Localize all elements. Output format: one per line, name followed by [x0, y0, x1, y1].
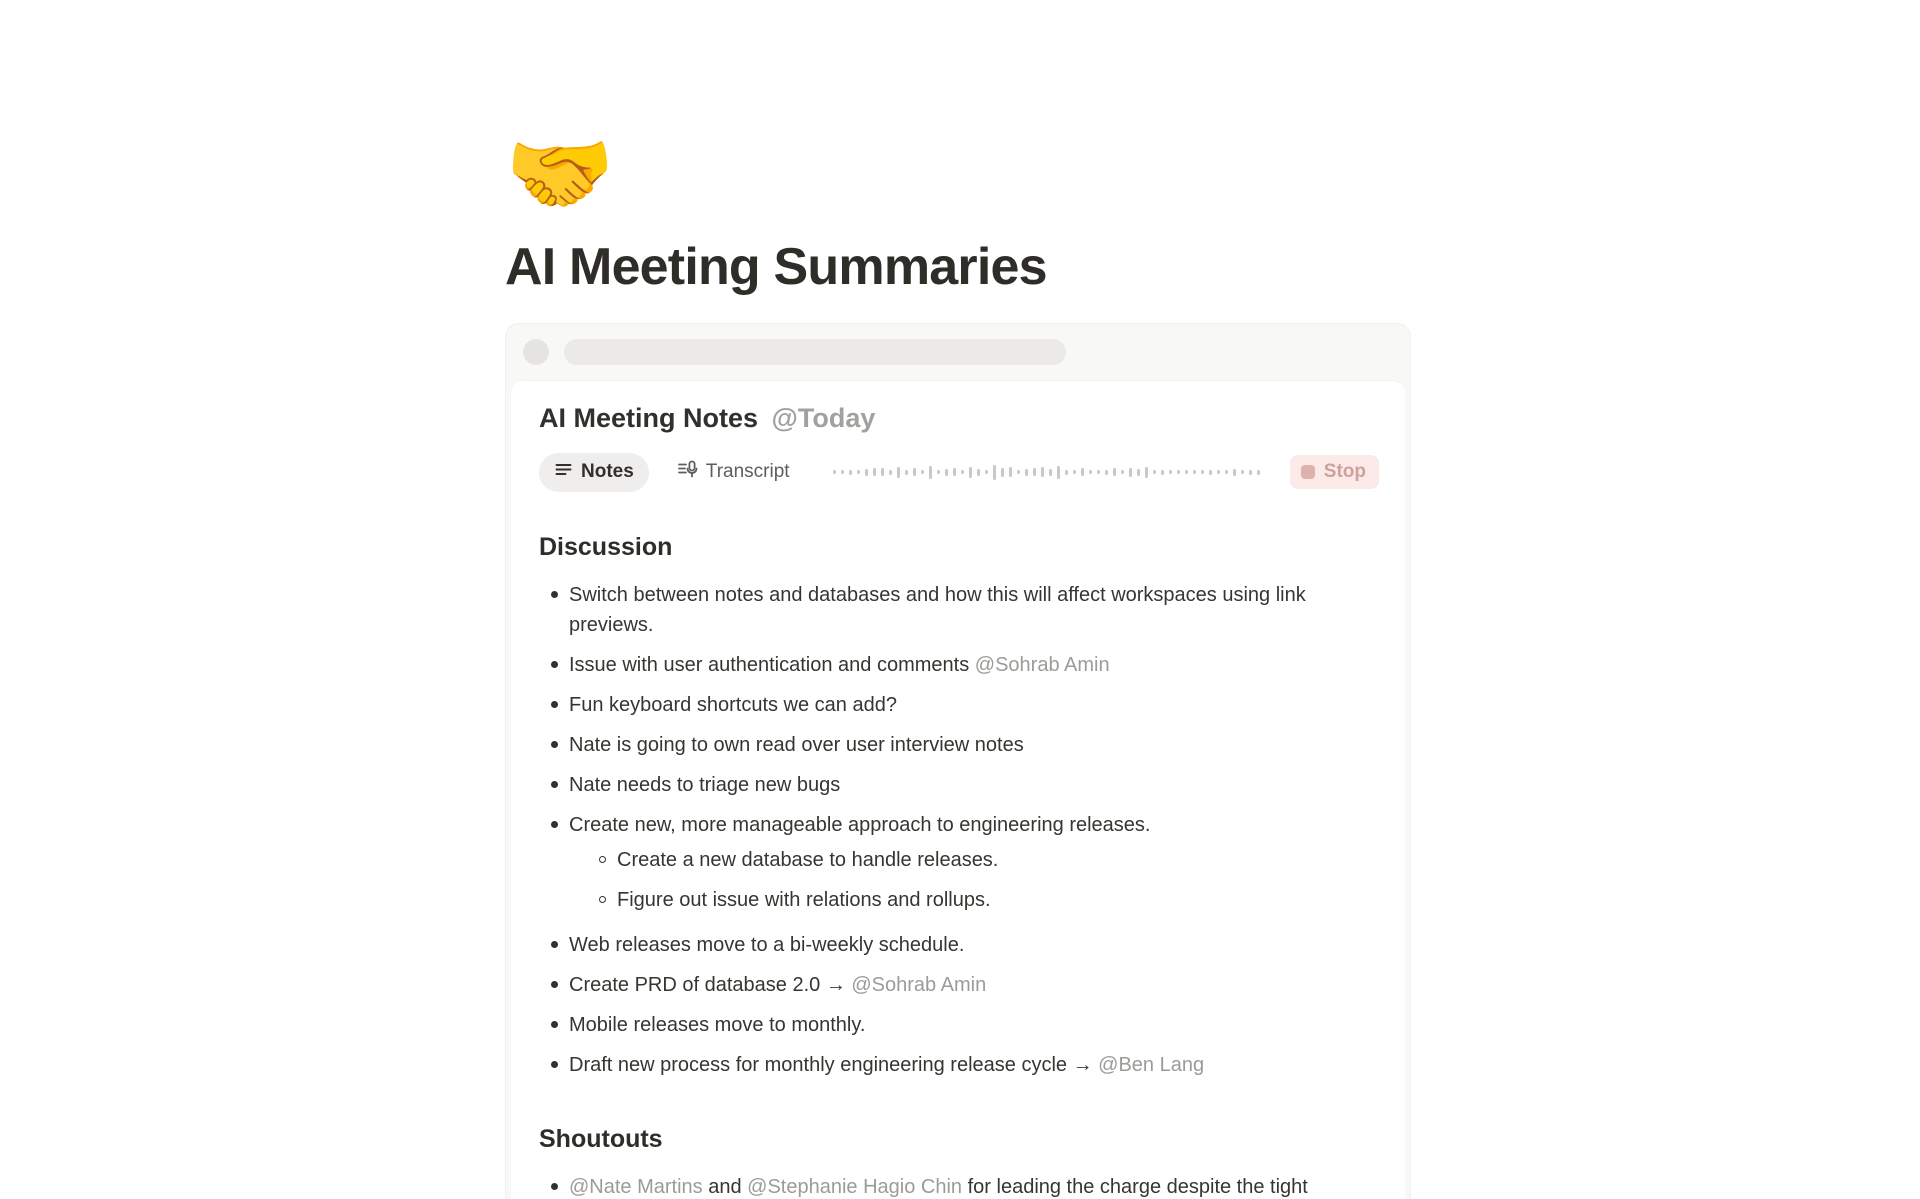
waveform-bar	[1137, 469, 1140, 476]
waveform-bar	[961, 470, 964, 474]
waveform-bar	[953, 468, 956, 476]
list-item-segment: for leading the charge despite the tight	[962, 1175, 1308, 1198]
waveform-bar	[1073, 470, 1076, 474]
list-item-segment: Mobile releases move to monthly.	[569, 1013, 866, 1036]
list-item-segment: Figure out issue with relations and rollups.	[617, 888, 991, 911]
tab-notes[interactable]	[539, 453, 649, 492]
waveform-bar	[1257, 470, 1260, 475]
list-item[interactable]	[539, 685, 1379, 725]
doc-title-row	[539, 403, 1379, 434]
list-item-segment: Web releases move to a bi-weekly schedule.	[569, 933, 965, 956]
list-item[interactable]	[587, 880, 1379, 920]
meeting-notes-card	[505, 323, 1411, 1199]
waveform-bar	[1145, 467, 1148, 478]
list-item-text	[569, 970, 1379, 1000]
waveform-bar	[993, 465, 996, 480]
list-item[interactable]	[539, 965, 1379, 1005]
mention[interactable]: @Stephanie Hagio Chin	[747, 1175, 963, 1198]
list-item-segment: Nate needs to triage new bugs	[569, 773, 841, 796]
list-item-segment: Switch between notes and databases and how this will affect workspaces using link previews.	[569, 583, 1306, 636]
bullet-icon	[539, 1050, 569, 1080]
waveform-bar	[1193, 470, 1196, 474]
waveform-bar	[1049, 469, 1052, 476]
list-item-text	[569, 650, 1379, 680]
mention[interactable]: @Sohrab Amin	[974, 653, 1110, 676]
waveform-bar	[889, 470, 892, 475]
waveform-bar	[977, 469, 980, 476]
waveform-bar	[969, 467, 972, 478]
list-item-segment: Issue with user authentication and comments	[569, 653, 975, 676]
list-item[interactable]	[539, 1167, 1379, 1199]
mention[interactable]: @Nate Martins	[569, 1175, 703, 1198]
waveform-bar	[929, 466, 932, 479]
waveform-bar	[833, 470, 836, 474]
list-item-text	[569, 1050, 1379, 1080]
bullet-icon	[539, 770, 569, 800]
waveform-bar	[1081, 468, 1084, 476]
mention[interactable]: @Ben Lang	[1098, 1053, 1205, 1076]
page-icon[interactable]: 🤝	[505, 124, 615, 223]
document-sheet	[511, 381, 1405, 1199]
waveform-bar	[1001, 468, 1004, 477]
toolbar	[539, 453, 1379, 492]
tab-transcript[interactable]	[667, 452, 805, 493]
list-item-text	[569, 930, 1379, 960]
waveform-bar	[1177, 470, 1180, 474]
waveform-bar	[857, 470, 860, 474]
waveform-bar	[913, 468, 916, 476]
waveform-bar	[1097, 470, 1100, 474]
bullet-list	[539, 575, 1379, 1085]
page-title[interactable]: AI Meeting Summaries	[505, 237, 1047, 296]
waveform-bar	[1209, 470, 1212, 475]
waveform-bar	[1201, 470, 1204, 474]
tab-notes-label: Notes	[581, 461, 634, 483]
stop-button[interactable]	[1290, 455, 1379, 489]
list-item[interactable]	[587, 840, 1379, 880]
waveform-bar	[841, 470, 844, 474]
waveform-bar	[905, 470, 908, 475]
list-item[interactable]	[539, 645, 1379, 685]
section-heading[interactable]: Discussion	[539, 532, 673, 561]
waveform-bar	[1153, 470, 1156, 474]
waveform-bar	[945, 469, 948, 476]
notes-lines-icon	[554, 460, 573, 485]
list-item-segment: and	[702, 1175, 748, 1198]
waveform-bar	[1233, 469, 1236, 476]
list-item-text	[569, 810, 1379, 920]
list-item[interactable]	[539, 805, 1379, 925]
bullet-icon	[539, 810, 569, 920]
waveform-bar	[873, 468, 876, 476]
waveform-bar	[897, 467, 900, 478]
waveform-bar	[1025, 469, 1028, 476]
list-item-text	[569, 580, 1379, 640]
waveform-bar	[937, 470, 940, 474]
waveform-bar	[1033, 468, 1036, 476]
list-item-text	[617, 845, 1379, 875]
loading-skeleton-bar	[564, 339, 1066, 365]
list-item-text	[569, 730, 1379, 760]
waveform-bar	[1225, 470, 1228, 474]
list-item-segment: Draft new process for monthly engineering release cycle →	[569, 1053, 1099, 1076]
circle-bullet-icon	[587, 845, 617, 875]
waveform-bar	[1113, 468, 1116, 476]
bullet-icon	[539, 1010, 569, 1040]
stop-square-icon	[1301, 465, 1315, 479]
waveform-bar	[1185, 470, 1188, 474]
waveform-bar	[1169, 470, 1172, 474]
waveform-bar	[1065, 470, 1068, 475]
waveform-bar	[881, 468, 884, 476]
tab-transcript-label: Transcript	[705, 461, 790, 483]
waveform-bar	[985, 470, 988, 474]
waveform-bar	[1241, 470, 1244, 474]
list-item-text	[569, 770, 1379, 800]
list-item[interactable]	[539, 925, 1379, 965]
bullet-icon	[539, 650, 569, 680]
section-heading[interactable]: Shoutouts	[539, 1124, 663, 1153]
stop-button-label: Stop	[1323, 461, 1366, 483]
waveform-bar	[1089, 470, 1092, 474]
circle-bullet-icon	[587, 885, 617, 915]
waveform-bar	[1057, 466, 1060, 479]
bullet-icon	[539, 580, 569, 640]
mention[interactable]: @Sohrab Amin	[851, 973, 987, 996]
waveform-bar	[1041, 467, 1044, 477]
list-item-text	[617, 885, 1379, 915]
waveform-bar	[1129, 468, 1132, 477]
bullet-icon	[539, 690, 569, 720]
list-item-segment: Create new, more manageable approach to engineering releases.	[569, 813, 1151, 836]
bullet-icon	[539, 1172, 569, 1199]
waveform-bar	[849, 470, 852, 475]
card-header	[506, 324, 1410, 381]
waveform-bar	[1105, 470, 1108, 475]
bullet-icon	[539, 730, 569, 760]
list-item-segment: Create a new database to handle releases.	[617, 848, 999, 871]
audio-waveform	[833, 462, 1264, 482]
doc-title[interactable]: AI Meeting Notes	[539, 402, 759, 433]
list-item-segment: Create PRD of database 2.0 →	[569, 973, 852, 996]
bullet-icon	[539, 970, 569, 1000]
list-item[interactable]	[539, 1045, 1379, 1085]
list-item-segment: Fun keyboard shortcuts we can add?	[569, 693, 897, 716]
nested-bullet-list	[587, 840, 1379, 920]
document-body	[539, 533, 1379, 1199]
list-item-text	[569, 1010, 1379, 1040]
list-item[interactable]	[539, 725, 1379, 765]
transcript-mic-icon	[677, 459, 698, 486]
today-mention[interactable]: @Today	[771, 402, 876, 433]
list-item-text	[569, 690, 1379, 720]
avatar-placeholder	[523, 339, 549, 365]
waveform-bar	[1249, 470, 1252, 475]
bullet-icon	[539, 930, 569, 960]
waveform-bar	[1121, 470, 1124, 474]
list-item-text	[569, 1172, 1379, 1199]
waveform-bar	[1161, 470, 1164, 475]
list-item[interactable]	[539, 765, 1379, 805]
page	[505, 0, 1411, 1199]
waveform-bar	[921, 470, 924, 474]
waveform-bar	[1009, 467, 1012, 477]
list-item[interactable]	[539, 575, 1379, 645]
waveform-bar	[1217, 470, 1220, 474]
list-item-segment: Nate is going to own read over user interview notes	[569, 733, 1024, 756]
bullet-list	[539, 1167, 1379, 1199]
waveform-bar	[1017, 470, 1020, 474]
waveform-bar	[865, 469, 868, 476]
list-item[interactable]	[539, 1005, 1379, 1045]
